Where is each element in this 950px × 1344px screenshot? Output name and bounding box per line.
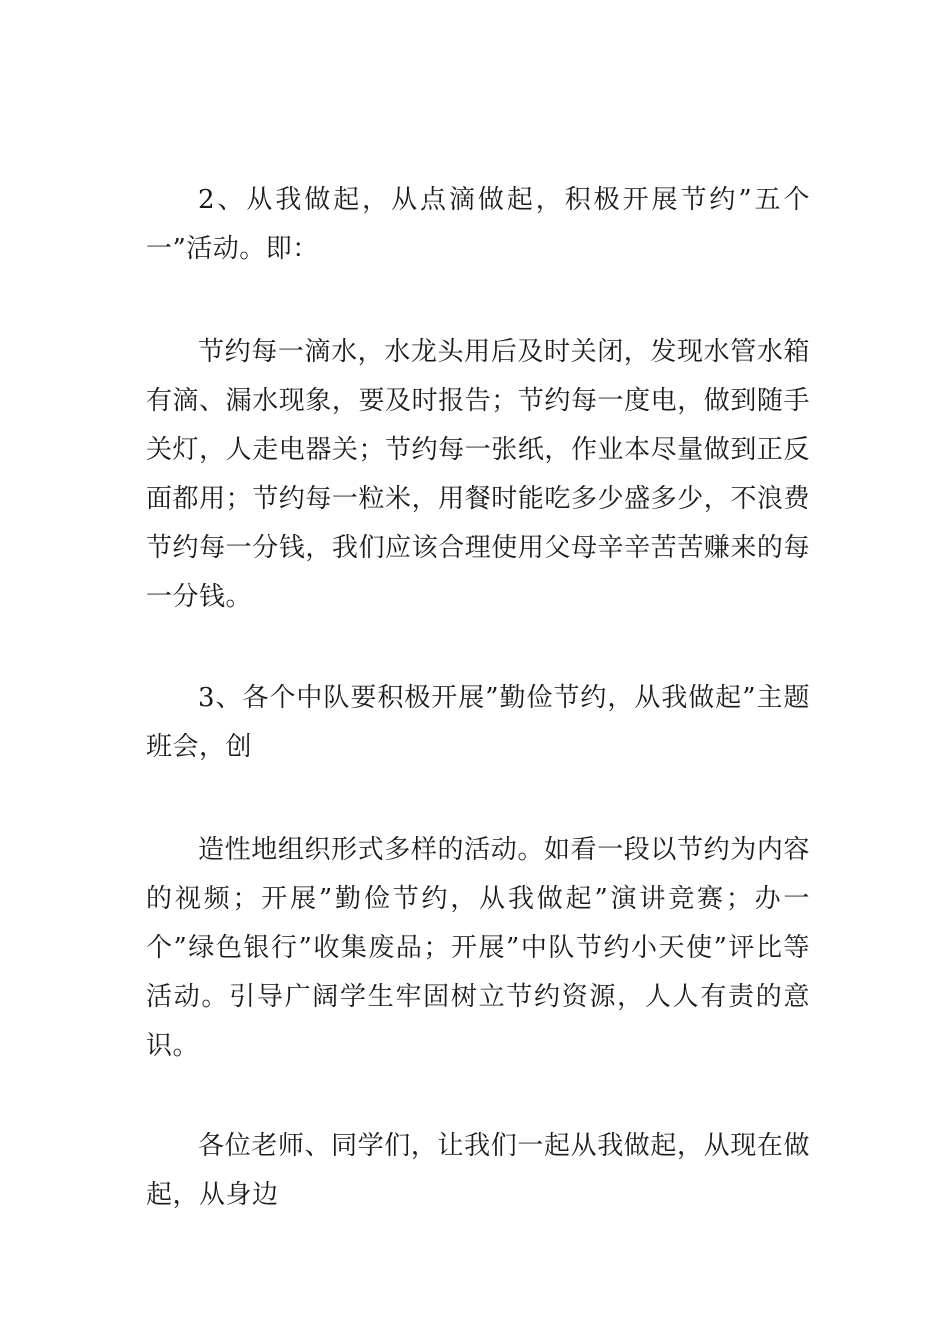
paragraph-closing: 各位老师、同学们，让我们一起从我做起，从现在做起，从身边 bbox=[146, 1131, 810, 1210]
paragraph-item-2: 2、从我做起，从点滴做起，积极开展节约”五个一”活动。即： bbox=[146, 185, 810, 264]
paragraph-item-3: 3、各个中队要积极开展”勤俭节约，从我做起”主题班会，创 bbox=[146, 683, 810, 762]
paragraph-activities: 造性地组织形式多样的活动。如看一段以节约为内容的视频；开展”勤俭节约，从我做起”演讲竞赛；办一个”绿色银行”收集废品；开展”中队节约小天使”评比等活动。引导广阔学生牢固树立节约资源，人人有责的意识。 bbox=[146, 835, 810, 1061]
paragraph-saving-list: 节约每一滴水，水龙头用后及时关闭，发现水管水箱有滴、漏水现象，要及时报告；节约每一度电，做到随手关灯，人走电器关；节约每一张纸，作业本尽量做到正反面都用；节约每一粒米，用餐时能吃多少盛多少，不浪费节约每一分钱，我们应该合理使用父母辛辛苦苦赚来的每一分钱。 bbox=[146, 337, 810, 612]
